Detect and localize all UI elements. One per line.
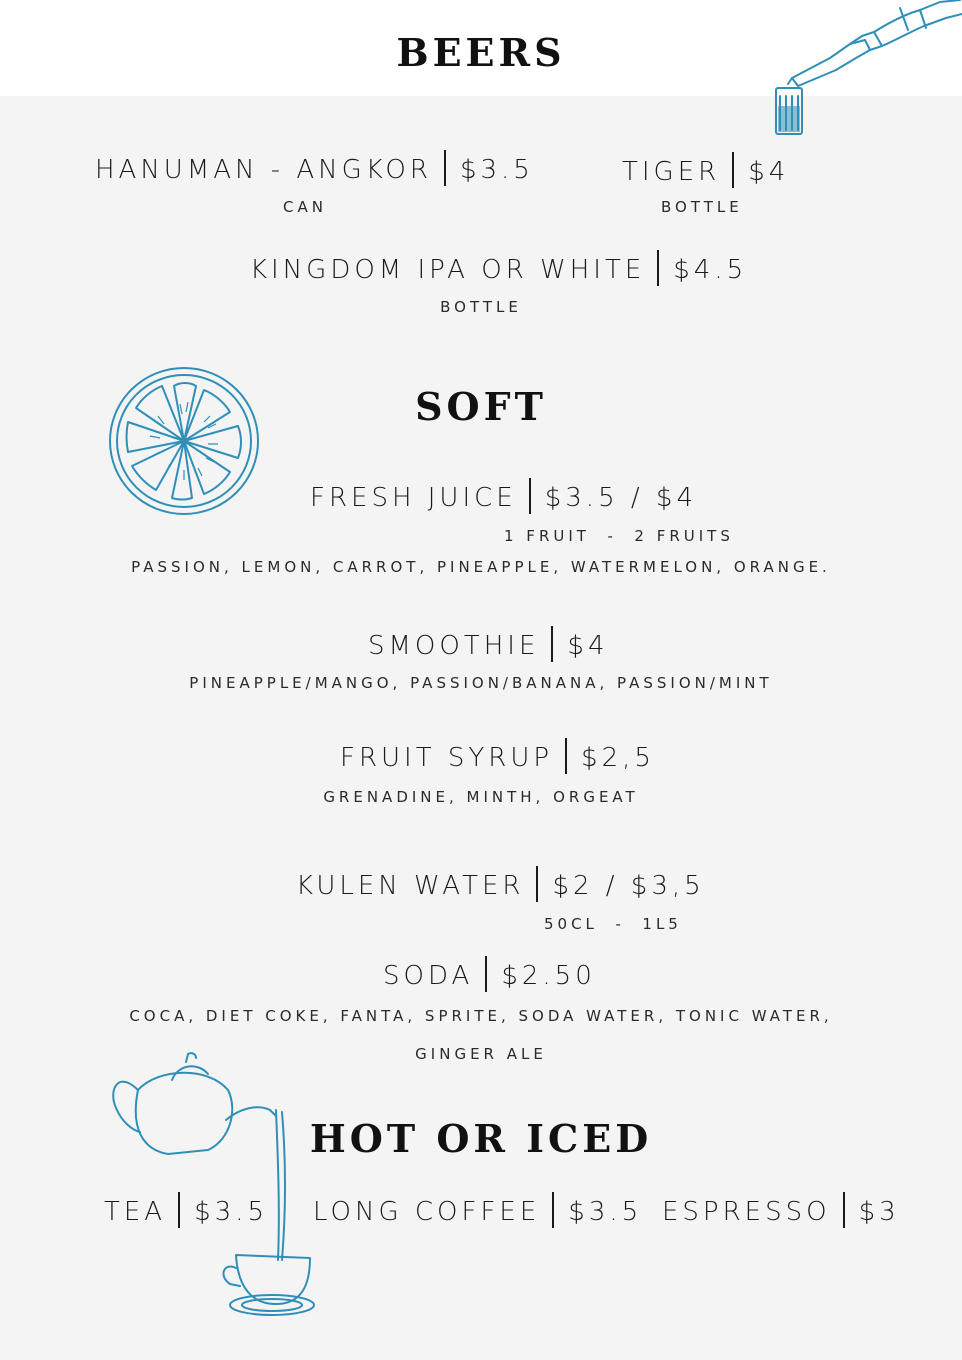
item-name: KULEN WATER: [296, 871, 525, 901]
item-name: SODA: [383, 961, 474, 991]
soft-item-smoothie: [368, 626, 609, 662]
item-price: $2 / $3,5: [552, 871, 705, 901]
soft-item-soda: [383, 956, 596, 992]
item-price: $3.5 / $4: [544, 483, 697, 513]
soft-item-kulen-water: [296, 866, 705, 902]
beer-item-kingdom: [250, 250, 747, 286]
fresh-juice-note: 1 FRUIT - 2 FRUITS: [504, 527, 734, 545]
hot-item-espresso: [662, 1192, 900, 1228]
beer-item-tiger: [622, 152, 789, 188]
item-name: KINGDOM IPA OR WHITE: [250, 255, 646, 285]
item-price: $2,5: [581, 743, 655, 773]
beer-item-hanuman: [95, 150, 534, 186]
item-price: $3.5: [568, 1197, 643, 1227]
item-price: $3.5: [459, 155, 534, 185]
soda-options-line2: GINGER ALE: [415, 1045, 547, 1063]
soft-item-fresh-juice: [310, 478, 697, 514]
beer-note-bottle: BOTTLE: [661, 198, 743, 216]
beer-pour-icon: [770, 0, 962, 140]
hot-heading: HOT OR ICED: [309, 1116, 653, 1161]
item-name: FRUIT SYRUP: [340, 743, 554, 773]
teapot-pour-icon: [108, 1050, 318, 1325]
item-name: ESPRESSO: [662, 1197, 831, 1227]
item-name: FRESH JUICE: [310, 483, 517, 513]
item-price: $3: [858, 1197, 900, 1227]
hot-item-long-coffee: [313, 1192, 642, 1228]
citrus-slice-icon: [106, 364, 262, 518]
item-name: HANUMAN - ANGKOR: [95, 155, 432, 185]
soft-item-fruit-syrup: [340, 738, 655, 774]
soda-options-line1: COCA, DIET COKE, FANTA, SPRITE, SODA WATER, TONIC WATER,: [129, 1007, 833, 1025]
item-price: $4: [748, 157, 790, 187]
fruit-syrup-options: GRENADINE, MINTH, ORGEAT: [323, 788, 639, 806]
kulen-water-note: 50CL - 1L5: [544, 915, 682, 933]
fresh-juice-options: PASSION, LEMON, CARROT, PINEAPPLE, WATERMELON, ORANGE.: [131, 558, 831, 576]
item-price: $4: [567, 631, 609, 661]
beers-heading: BEERS: [396, 30, 566, 75]
item-name: SMOOTHIE: [368, 631, 540, 661]
item-price: $4.5: [673, 255, 748, 285]
item-name: TIGER: [622, 157, 721, 187]
item-price: $3.5: [194, 1197, 268, 1227]
soft-heading: SOFT: [415, 384, 547, 429]
item-name: TEA: [104, 1197, 167, 1227]
beer-note-can: CAN: [283, 198, 327, 216]
item-name: LONG COFFEE: [313, 1197, 541, 1227]
beer-note-bottle-2: BOTTLE: [440, 298, 522, 316]
item-price: $2.50: [501, 961, 596, 991]
smoothie-options: PINEAPPLE/MANGO, PASSION/BANANA, PASSION/MINT: [189, 674, 773, 692]
